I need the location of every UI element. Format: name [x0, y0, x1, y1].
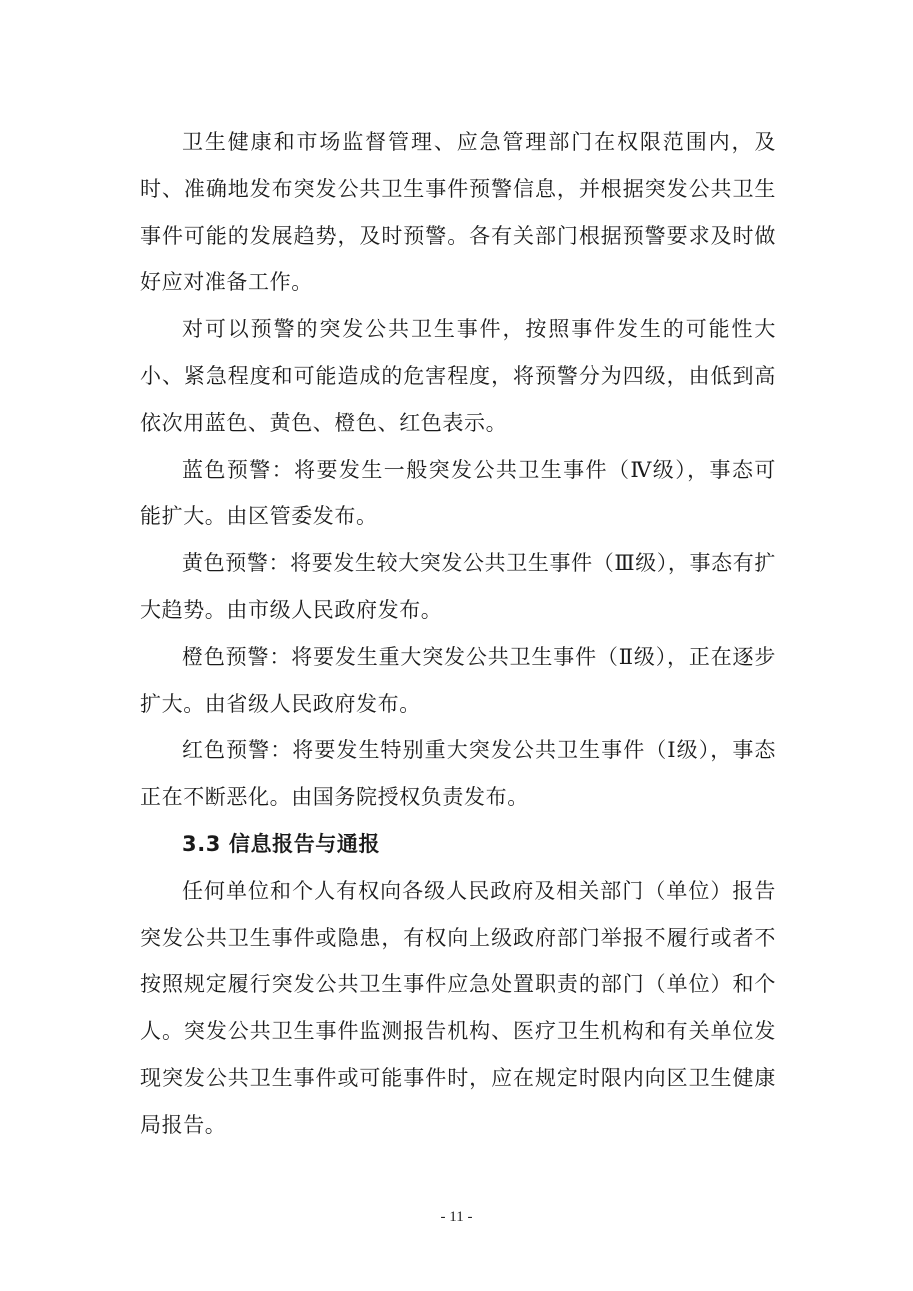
paragraph-warning-release: 卫生健康和市场监督管理、应急管理部门在权限范围内，及时、准确地发布突发公共卫生事件预警信息，并根据突发公共卫生事件可能的发展趋势，及时预警。各有关部门根据预警要求及时做好应对准备工作。 [140, 130, 776, 295]
paragraph-blue-warning: 蓝色预警：将要发生一般突发公共卫生事件（Ⅳ级），事态可能扩大。由区管委发布。 [140, 457, 776, 529]
paragraph-information-reporting: 任何单位和个人有权向各级人民政府及相关部门（单位）报告突发公共卫生事件或隐患，有权向上级政府部门举报不履行或者不按照规定履行突发公共卫生事件应急处置职责的部门（单位）和个人。突发公共卫生事件监测报告机构、医疗卫生机构和有关单位发现突发公共卫生事件或可能事件时，应在规定时限内向区卫生健康局报告。 [140, 878, 776, 1137]
page-number: - 11 - [440, 1209, 473, 1225]
paragraph-orange-warning: 橙色预警：将要发生重大突发公共卫生事件（Ⅱ级），正在逐步扩大。由省级人民政府发布。 [140, 644, 776, 716]
paragraph-yellow-warning: 黄色预警：将要发生较大突发公共卫生事件（Ⅲ级），事态有扩大趋势。由市级人民政府发布。 [140, 551, 776, 622]
section-heading: 3.3 信息报告与通报 [182, 831, 381, 856]
document-body [140, 119, 776, 1149]
paragraph-red-warning: 红色预警：将要发生特别重大突发公共卫生事件（Ⅰ级），事态正在不断恶化。由国务院授权负责发布。 [140, 738, 776, 810]
paragraph-warning-levels: 对可以预警的突发公共卫生事件，按照事件发生的可能性大小、紧急程度和可能造成的危害程度，将预警分为四级，由低到高依次用蓝色、黄色、橙色、红色表示。 [140, 317, 776, 435]
